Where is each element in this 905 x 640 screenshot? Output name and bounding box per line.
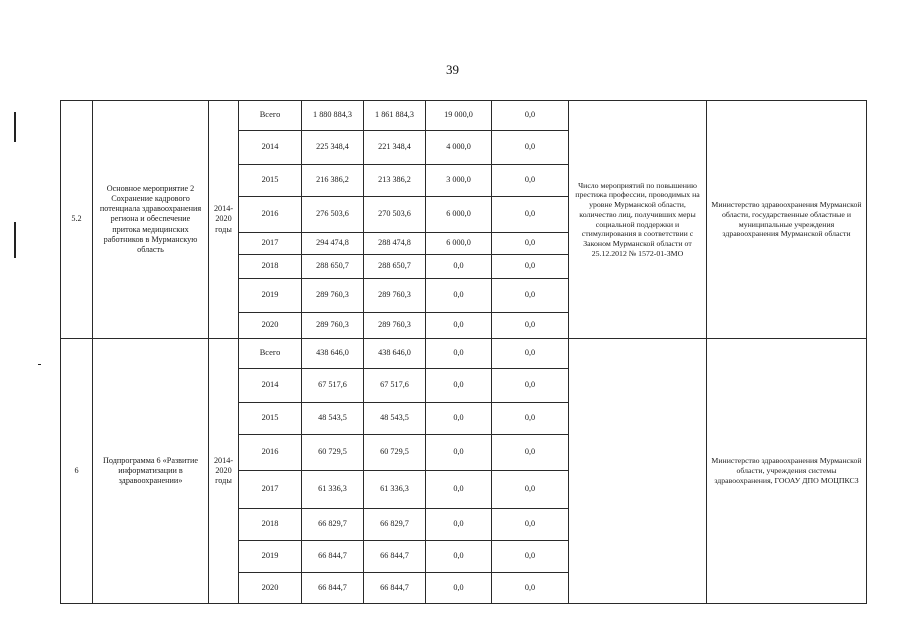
other-sources-cell: 0,0 (492, 255, 569, 279)
total-cell: 60 729,5 (302, 435, 364, 471)
year-cell: 2014 (239, 131, 302, 165)
federal-budget-cell: 6 000,0 (426, 233, 492, 255)
regional-budget-cell: 66 829,7 (364, 509, 426, 541)
year-cell: 2015 (239, 165, 302, 197)
year-cell: 2018 (239, 509, 302, 541)
page-number: 39 (446, 62, 459, 77)
other-sources-cell: 0,0 (492, 369, 569, 403)
total-cell: 66 844,7 (302, 573, 364, 604)
year-cell: 2019 (239, 541, 302, 573)
total-cell: 289 760,3 (302, 279, 364, 313)
regional-budget-cell: 67 517,6 (364, 369, 426, 403)
regional-budget-cell: 289 760,3 (364, 279, 426, 313)
other-sources-cell: 0,0 (492, 509, 569, 541)
total-cell: 66 844,7 (302, 541, 364, 573)
section-title: Подпрограмма 6 «Развитие информатизации в здравоохранении» (93, 339, 209, 604)
year-cell: Всего (239, 101, 302, 131)
scan-edge-mark (14, 112, 16, 142)
regional-budget-cell: 221 348,4 (364, 131, 426, 165)
indicator-cell: Число мероприятий по повышению престижа профессии, проводимых на уровне Мурманской области, количество лиц, получивших меры социальной поддержки и стимулирования в соответствии с Законом Мурманской области от 25.12.2012 № 1572-01-ЗМО (569, 101, 707, 339)
total-cell: 216 386,2 (302, 165, 364, 197)
total-cell: 67 517,6 (302, 369, 364, 403)
other-sources-cell: 0,0 (492, 313, 569, 339)
year-cell: Всего (239, 339, 302, 369)
other-sources-cell: 0,0 (492, 403, 569, 435)
section-title: Основное мероприятие 2 Сохранение кадрового потенциала здравоохранения региона и обеспечение притока медицинских работников в Мурманскую область (93, 101, 209, 339)
federal-budget-cell: 0,0 (426, 369, 492, 403)
federal-budget-cell: 0,0 (426, 471, 492, 509)
section-number: 6 (61, 339, 93, 604)
year-cell: 2016 (239, 435, 302, 471)
year-cell: 2015 (239, 403, 302, 435)
other-sources-cell: 0,0 (492, 233, 569, 255)
year-cell: 2020 (239, 573, 302, 604)
section-number: 5.2 (61, 101, 93, 339)
regional-budget-cell: 288 474,8 (364, 233, 426, 255)
indicator-cell (569, 339, 707, 604)
total-cell: 48 543,5 (302, 403, 364, 435)
total-cell: 294 474,8 (302, 233, 364, 255)
other-sources-cell: 0,0 (492, 165, 569, 197)
regional-budget-cell: 66 844,7 (364, 541, 426, 573)
year-cell: 2014 (239, 369, 302, 403)
other-sources-cell: 0,0 (492, 197, 569, 233)
section-term: 2014-2020 годы (209, 339, 239, 604)
federal-budget-cell: 0,0 (426, 255, 492, 279)
regional-budget-cell: 438 646,0 (364, 339, 426, 369)
section-term: 2014-2020 годы (209, 101, 239, 339)
federal-budget-cell: 0,0 (426, 339, 492, 369)
federal-budget-cell: 0,0 (426, 435, 492, 471)
program-table (60, 100, 867, 604)
federal-budget-cell: 0,0 (426, 509, 492, 541)
total-cell: 66 829,7 (302, 509, 364, 541)
executor-cell: Министерство здравоохранения Мурманской области, учреждения системы здравоохранения, ГООАУ ДПО МОЦПКСЗ (707, 339, 867, 604)
other-sources-cell: 0,0 (492, 279, 569, 313)
total-cell: 61 336,3 (302, 471, 364, 509)
year-cell: 2017 (239, 471, 302, 509)
total-cell: 1 880 884,3 (302, 101, 364, 131)
other-sources-cell: 0,0 (492, 435, 569, 471)
other-sources-cell: 0,0 (492, 573, 569, 604)
other-sources-cell: 0,0 (492, 101, 569, 131)
regional-budget-cell: 48 543,5 (364, 403, 426, 435)
regional-budget-cell: 1 861 884,3 (364, 101, 426, 131)
total-cell: 438 646,0 (302, 339, 364, 369)
regional-budget-cell: 66 844,7 (364, 573, 426, 604)
year-cell: 2019 (239, 279, 302, 313)
total-cell: 288 650,7 (302, 255, 364, 279)
other-sources-cell: 0,0 (492, 131, 569, 165)
regional-budget-cell: 288 650,7 (364, 255, 426, 279)
regional-budget-cell: 289 760,3 (364, 313, 426, 339)
table-row (61, 339, 867, 369)
federal-budget-cell: 4 000,0 (426, 131, 492, 165)
federal-budget-cell: 0,0 (426, 541, 492, 573)
table-body (61, 101, 867, 604)
federal-budget-cell: 0,0 (426, 279, 492, 313)
total-cell: 225 348,4 (302, 131, 364, 165)
year-cell: 2016 (239, 197, 302, 233)
other-sources-cell: 0,0 (492, 471, 569, 509)
regional-budget-cell: 270 503,6 (364, 197, 426, 233)
federal-budget-cell: 0,0 (426, 403, 492, 435)
year-cell: 2018 (239, 255, 302, 279)
other-sources-cell: 0,0 (492, 339, 569, 369)
federal-budget-cell: 6 000,0 (426, 197, 492, 233)
regional-budget-cell: 61 336,3 (364, 471, 426, 509)
total-cell: 276 503,6 (302, 197, 364, 233)
regional-budget-cell: 60 729,5 (364, 435, 426, 471)
scan-dot (38, 364, 41, 365)
total-cell: 289 760,3 (302, 313, 364, 339)
scan-edge-mark (14, 222, 16, 258)
executor-cell: Министерство здравоохранения Мурманской области, государственные областные и муниципальные учреждения здравоохранения Мурманской области (707, 101, 867, 339)
federal-budget-cell: 0,0 (426, 573, 492, 604)
regional-budget-cell: 213 386,2 (364, 165, 426, 197)
other-sources-cell: 0,0 (492, 541, 569, 573)
federal-budget-cell: 19 000,0 (426, 101, 492, 131)
federal-budget-cell: 0,0 (426, 313, 492, 339)
table-row (61, 101, 867, 131)
year-cell: 2017 (239, 233, 302, 255)
federal-budget-cell: 3 000,0 (426, 165, 492, 197)
year-cell: 2020 (239, 313, 302, 339)
